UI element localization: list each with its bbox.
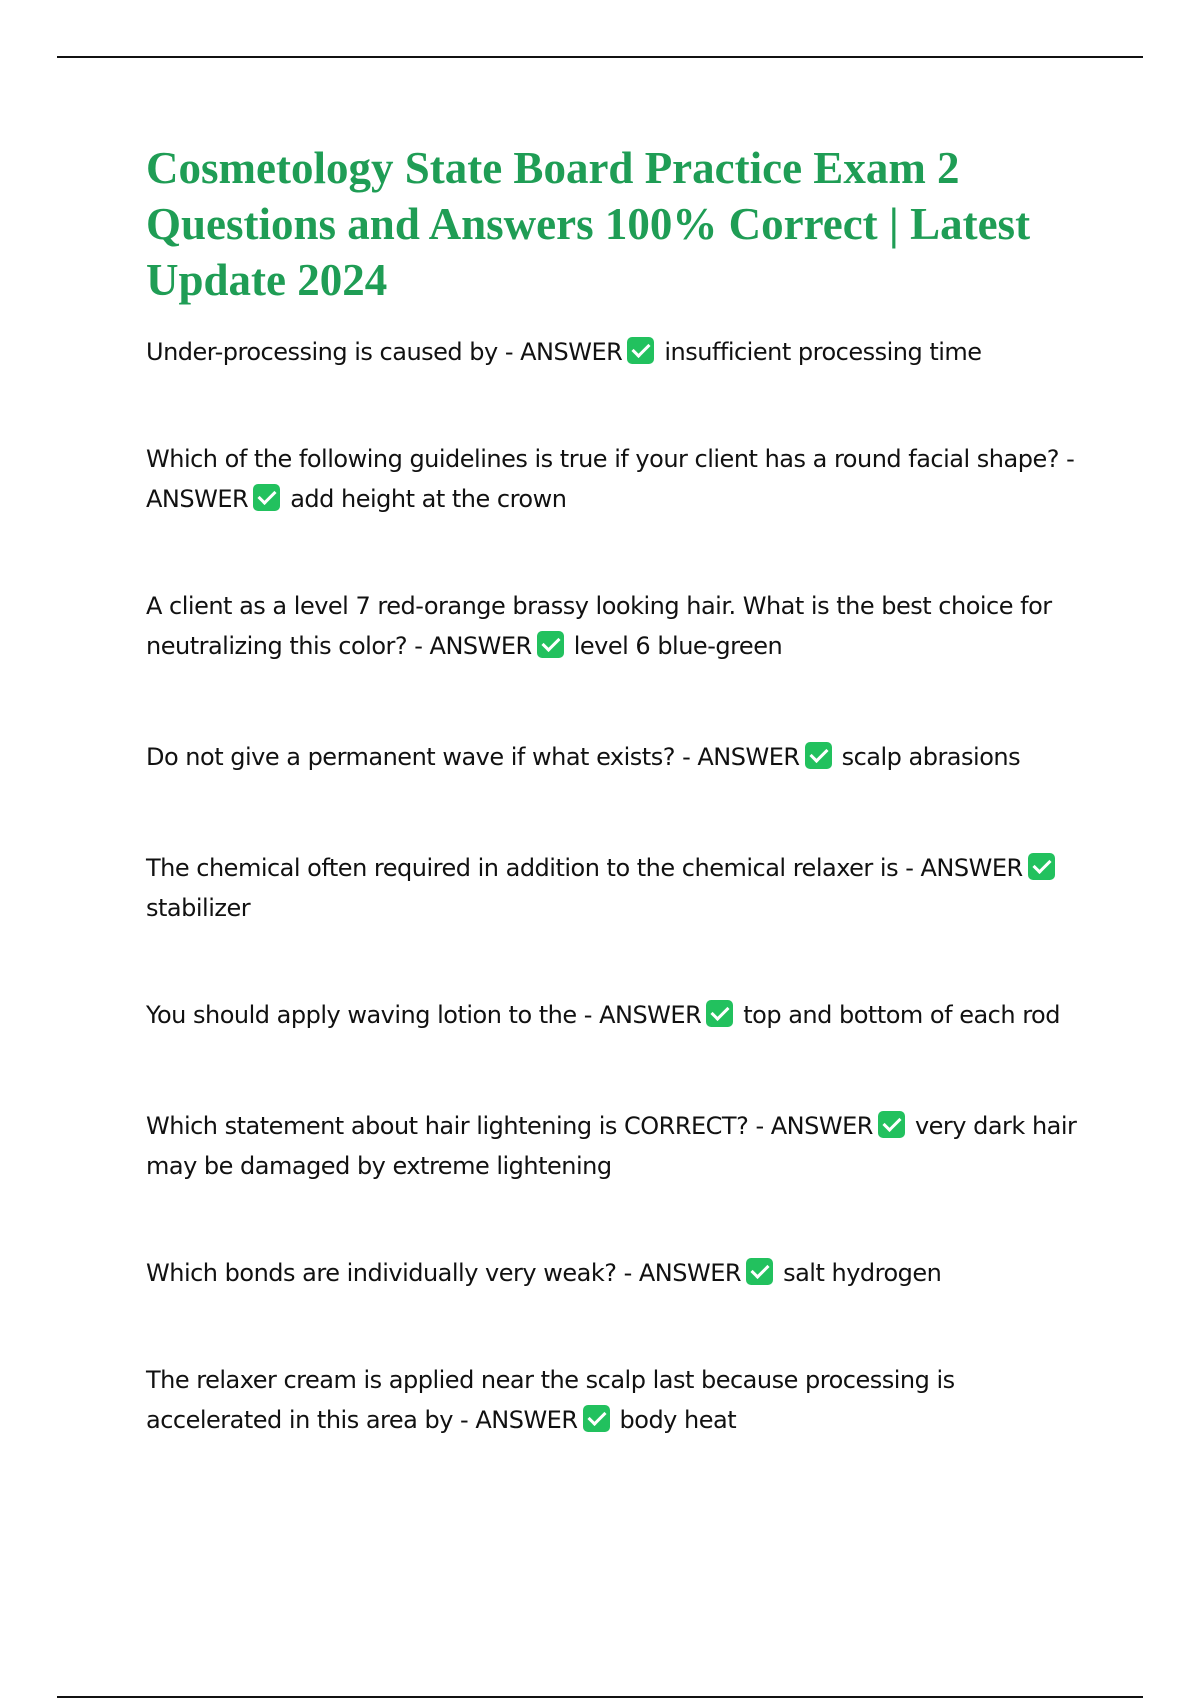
- checkmark-icon: [878, 1111, 905, 1138]
- answer-marker: ANSWER: [770, 1112, 873, 1140]
- qa-item: [146, 1106, 1096, 1186]
- answer-marker: ANSWER: [638, 1259, 742, 1287]
- qa-item: [146, 995, 1096, 1035]
- answer-text: add height at the crown: [290, 485, 567, 513]
- answer-text: scalp abrasions: [841, 743, 1021, 771]
- checkmark-icon: [583, 1405, 610, 1432]
- question-text: Which statement about hair lightening is CORRECT? -: [146, 1112, 771, 1140]
- answer-marker: ANSWER: [520, 338, 623, 366]
- answer-text: insufficient processing time: [664, 338, 982, 366]
- document-title: Cosmetology State Board Practice Exam 2 Questions and Answers 100% Correct | Latest Update 2024: [146, 143, 1031, 305]
- bottom-rule: [57, 1696, 1143, 1698]
- answer-text: very dark hair may be damaged by extreme lightening: [146, 1112, 1077, 1180]
- answer-marker: ANSWER: [146, 485, 249, 513]
- top-rule: [57, 56, 1143, 58]
- checkmark-icon: [253, 484, 280, 511]
- answer-text: salt hydrogen: [783, 1259, 942, 1287]
- answer-marker: ANSWER: [429, 632, 532, 660]
- question-text: The relaxer cream is applied near the scalp last because processing is accelerated in this area by -: [146, 1366, 955, 1434]
- checkmark-icon: [1028, 853, 1055, 880]
- answer-marker: ANSWER: [920, 854, 1023, 882]
- checkmark-icon: [627, 337, 654, 364]
- question-text: The chemical often required in addition to the chemical relaxer is -: [146, 854, 921, 882]
- answer-text: stabilizer: [146, 894, 251, 922]
- answer-text: top and bottom of each rod: [743, 1001, 1060, 1029]
- answer-marker: ANSWER: [697, 743, 800, 771]
- checkmark-icon: [537, 631, 564, 658]
- checkmark-icon: [805, 742, 832, 769]
- question-text: Which bonds are individually very weak? -: [146, 1259, 639, 1287]
- qa-item: [146, 332, 1096, 372]
- qa-item: [146, 586, 1096, 666]
- answer-marker: ANSWER: [475, 1406, 578, 1434]
- question-text: You should apply waving lotion to the -: [146, 1001, 600, 1029]
- answer-marker: ANSWER: [599, 1001, 702, 1029]
- answer-text: body heat: [619, 1406, 737, 1434]
- checkmark-icon: [746, 1258, 773, 1285]
- question-text: Under-processing is caused by -: [146, 338, 521, 366]
- qa-item: [146, 1253, 1096, 1293]
- question-text: Which of the following guidelines is true if your client has a round facial shape? -: [146, 445, 1075, 473]
- qa-item: [146, 1360, 1096, 1440]
- qa-item: [146, 848, 1096, 928]
- answer-text: level 6 blue-green: [573, 632, 783, 660]
- question-text: Do not give a permanent wave if what exists? -: [146, 743, 698, 771]
- qa-item: [146, 737, 1096, 777]
- question-text: A client as a level 7 red-orange brassy looking hair. What is the best choice for neutralizing this color? -: [146, 592, 1052, 660]
- qa-item: [146, 439, 1096, 519]
- checkmark-icon: [706, 1000, 733, 1027]
- document-body: [146, 140, 1096, 1440]
